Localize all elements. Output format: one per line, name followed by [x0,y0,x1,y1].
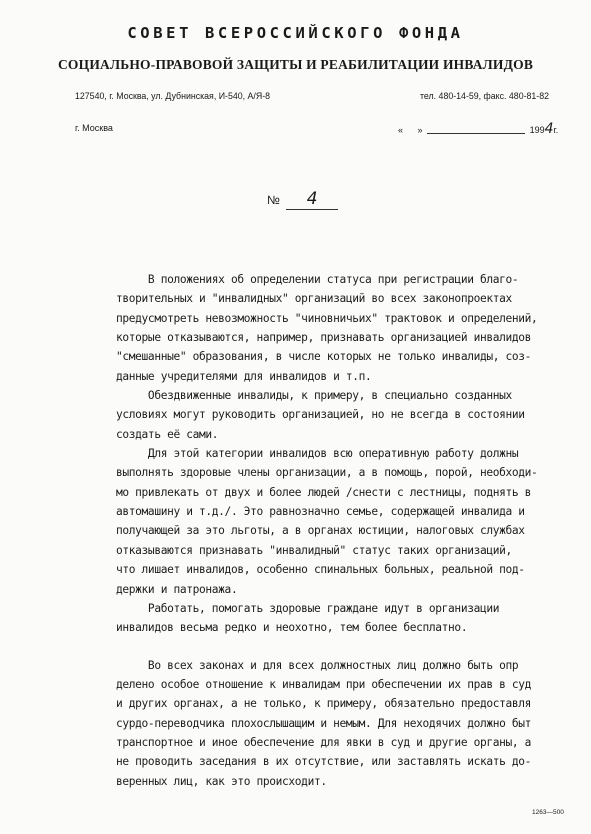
text-line: создать её сами. [116,427,219,441]
text-line: сурдо-переводчика плохослышащим и немым. Для неходячих должно быт [116,716,532,730]
text-line: отказываются признавать "инвалидный" статус таких организаций, [116,543,512,557]
year-prefix: 199 [529,125,545,135]
text-line: автомашину и т.д./. Это равнозначно семье, содержащей инвалида и [116,505,525,519]
text-line: инвалидов весьма редко и неохотно, тем более бесплатно. [116,621,468,635]
phone-fax: тел. 480-14-59, факс. 480-81-82 [420,91,550,101]
city: г. Москва [75,123,113,133]
form-code: 1263—500 [532,809,564,816]
quote-open: « [398,125,404,135]
text-line: что лишает инвалидов, особенно спинальных больных, реальной под- [116,563,525,577]
foundation-title: СОВЕТ ВСЕРОССИЙСКОГО ФОНДА [127,24,464,42]
text-line: предусмотреть невозможность "чиновничьих" трактовок и определений, [116,311,538,325]
text-line: веренных лиц, как это происходит. [116,774,327,788]
paragraph-gap [116,638,537,656]
letter-body [116,270,537,791]
number-underline [286,189,338,210]
text-line: получающей за это льготы, а в органах юстиции, налоговых службах [116,524,525,538]
address: 127540, г. Москва, ул. Дубнинская, И-540, А/Я-8 [75,91,271,101]
text-line: которые отказываются, например, признавать организацией инвалидов [116,331,532,345]
paragraph [116,599,537,638]
text-line: Для этой категории инвалидов всю оперативную работу должны [116,447,519,461]
document-number [267,189,338,210]
text-line: выполнять здоровые члены организации, а в помощь, порой, необходи- [116,466,538,480]
foundation-subtitle: СОЦИАЛЬНО-ПРАВОВОЙ ЗАЩИТЫ И РЕАБИЛИТАЦИИ ИНВАЛИДОВ [57,57,534,72]
paragraph [116,444,537,599]
number-handwritten: 4 [306,189,318,209]
text-line: Во всех законах и для всех должностных лиц должно быть опр [116,658,519,672]
text-line: данные учредителями для инвалидов и т.п. [116,369,372,383]
date-underline [427,133,525,134]
text-line: не проводить заседания в их отсутствие, или заставлять искать до- [116,755,532,769]
number-label: № [267,193,280,207]
text-line: транспортное и иное обеспечение для явки в суд и другие органы, а [116,735,532,749]
text-line: Обездвиженные инвалиды, к примеру, в специально созданных [116,389,512,403]
text-line: мо привлекать от двух и более людей /снести с лестницы, поднять в [116,485,532,499]
date-field [398,121,558,137]
text-line: В положениях об определении статуса при регистрации благо- [116,273,519,286]
paragraph [116,656,537,791]
text-line: и других органах, а не только, к примеру, обязательно предоставля [116,697,532,711]
year-suffix: г. [553,125,559,135]
text-line: держки и патронажа. [116,582,238,596]
paragraph [116,270,537,386]
year-handwritten-digit: 4 [544,121,554,137]
text-line: условиях могут руководить организацией, но не всегда в состоянии [116,408,525,422]
text-line: "смешанные" образования, в числе которых не только инвалиды, соз- [116,350,532,364]
quote-close: » [417,125,423,135]
paragraph [116,386,537,444]
text-line: Работать, помогать здоровые граждане идут в организации [116,601,500,615]
text-line: творительных и "инвалидных" организаций во всех законопроектах [116,292,512,306]
text-line: делено особое отношение к инвалидам при обеспечении их прав в суд [116,677,532,691]
